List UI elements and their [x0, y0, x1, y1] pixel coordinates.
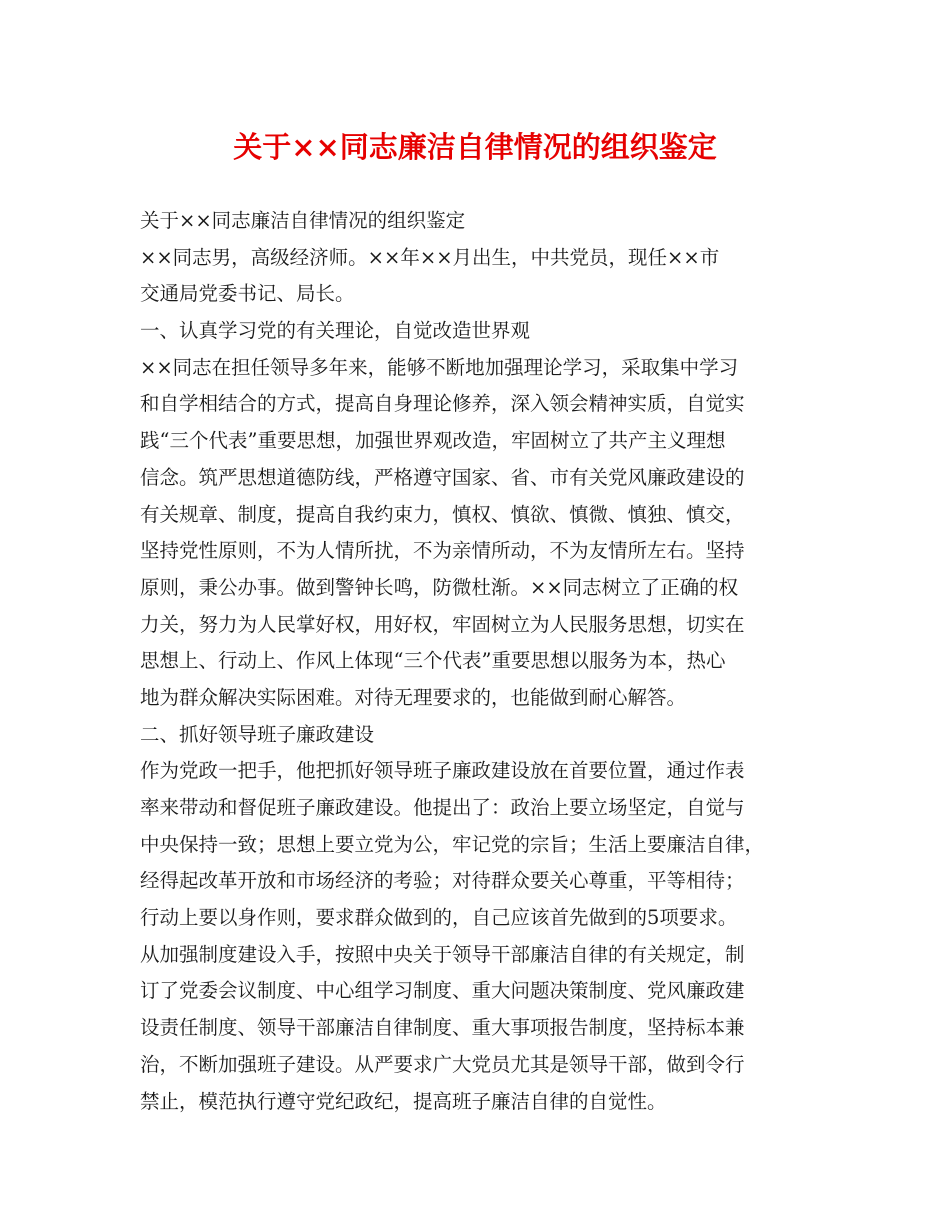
body-line: 和自学相结合的方式，提高自身理论修养，深入领会精神实质，自觉实 — [140, 392, 745, 416]
body-line: ××同志在担任领导多年来，能够不断地加强理论学习，采取集中学习 — [140, 355, 739, 379]
body-line: 有关规章、制度，提高自我约束力，慎权、慎欲、慎微、慎独、慎交， — [140, 502, 745, 526]
document-body — [140, 203, 820, 1120]
body-line: 原则，秉公办事。做到警钟长鸣，防微杜渐。××同志树立了正确的权 — [140, 575, 739, 599]
section-heading-2: 二、抓好领导班子廉政建设 — [140, 722, 375, 746]
body-line: 中央保持一致；思想上要立党为公，牢记党的宗旨；生活上要廉洁自律， — [140, 832, 765, 856]
body-line: ××同志男，高级经济师。××年××月出生，中共党员，现任××市 — [140, 245, 720, 269]
document-title: 关于××同志廉洁自律情况的组织鉴定 — [233, 130, 717, 164]
body-line: 地为群众解决实际困难。对待无理要求的，也能做到耐心解答。 — [140, 685, 687, 709]
body-line: 作为党政一把手，他把抓好领导班子廉政建设放在首要位置，通过作表 — [140, 759, 745, 783]
body-line: 经得起改革开放和市场经济的考验；对待群众要关心尊重，平等相待； — [140, 869, 745, 893]
body-line: 从加强制度建设入手，按照中央关于领导干部廉洁自律的有关规定，制 — [140, 942, 745, 966]
body-line: 交通局党委书记、局长。 — [140, 282, 355, 306]
body-line: 思想上、行动上、作风上体现“三个代表”重要思想以服务为本，热心 — [140, 649, 726, 673]
body-line: 行动上要以身作则，要求群众做到的，自己应该首先做到的5项要求。 — [140, 906, 738, 930]
body-line: 订了党委会议制度、中心组学习制度、重大问题决策制度、党风廉政建 — [140, 979, 745, 1003]
body-line: 禁止，模范执行遵守党纪政纪，提高班子廉洁自律的自觉性。 — [140, 1089, 667, 1113]
body-line: 践“三个代表”重要思想，加强世界观改造，牢固树立了共产主义理想 — [140, 429, 726, 453]
body-line: 设责任制度、领导干部廉洁自律制度、重大事项报告制度，坚持标本兼 — [140, 1016, 745, 1040]
body-line: 治，不断加强班子建设。从严要求广大党员尤其是领导干部，做到令行 — [140, 1052, 745, 1076]
body-line: 关于××同志廉洁自律情况的组织鉴定 — [140, 209, 466, 232]
body-line: 信念。筑严思想道德防线，严格遵守国家、省、市有关党风廉政建设的 — [140, 465, 745, 489]
body-line: 坚持党性原则，不为人情所扰，不为亲情所动，不为友情所左右。坚持 — [140, 539, 745, 563]
body-line: 力关，努力为人民掌好权，用好权，牢固树立为人民服务思想，切实在 — [140, 612, 745, 636]
section-heading-1: 一、认真学习党的有关理论，自觉改造世界观 — [140, 319, 531, 343]
body-line: 率来带动和督促班子廉政建设。他提出了：政治上要立场坚定，自觉与 — [140, 796, 745, 819]
